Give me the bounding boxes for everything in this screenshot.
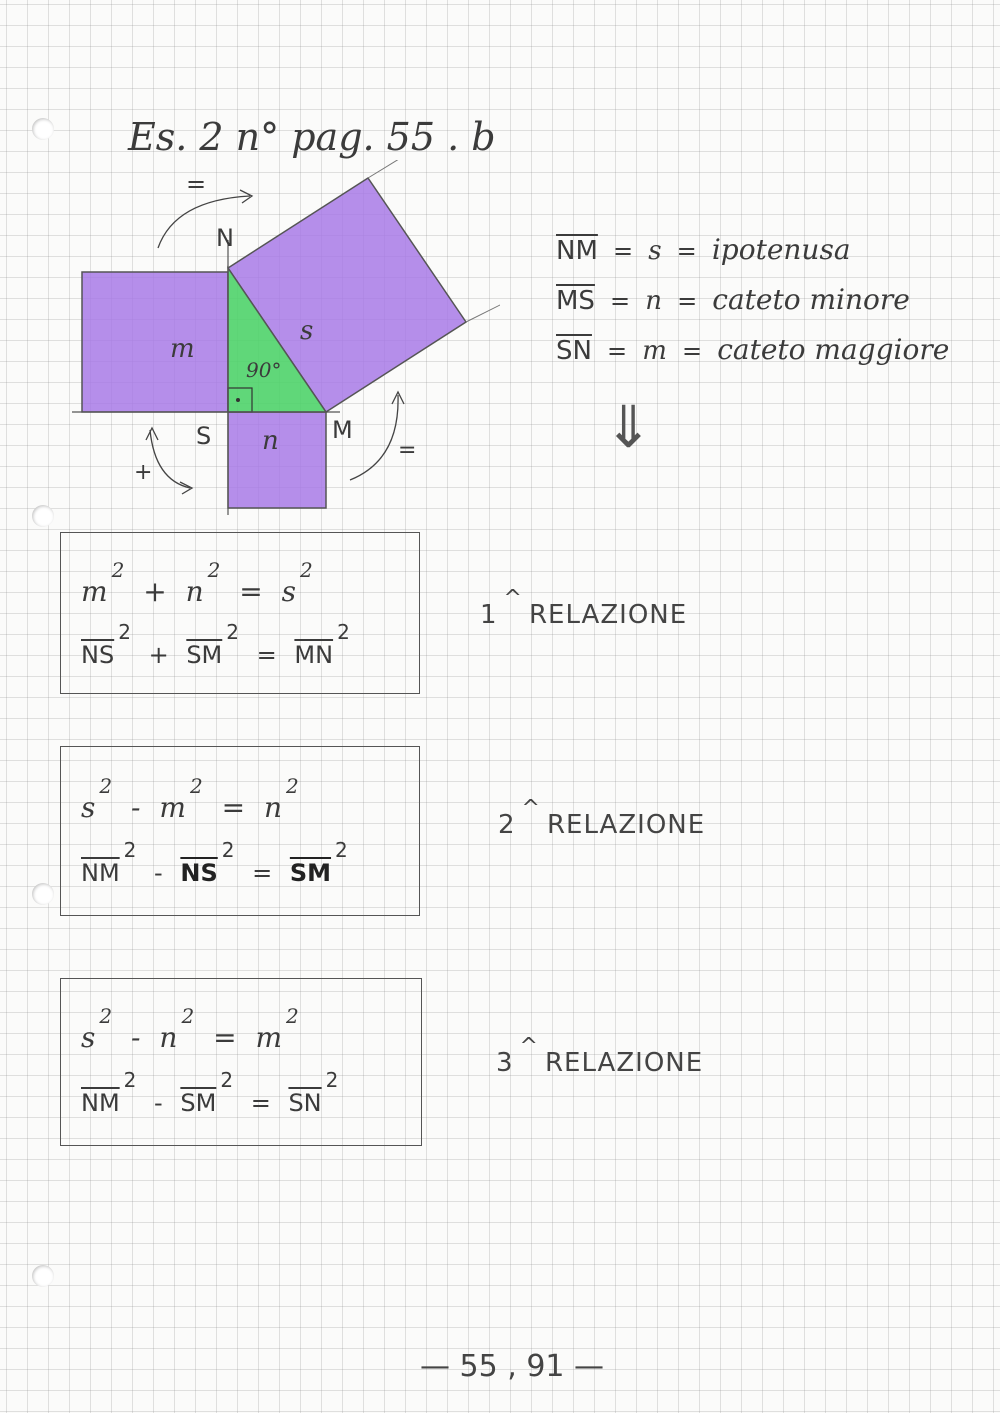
vertex-n-label: N — [216, 224, 234, 252]
curved-arrow-bottom — [150, 430, 190, 488]
symbol-label: m — [642, 336, 667, 366]
relation-box-2 — [60, 746, 420, 916]
side-s-label: s — [300, 316, 314, 346]
side-m-label: m — [170, 334, 195, 364]
relation-1-line-2: $\overline{NS}^2 + \overline{SM}^2 = \overline{MN}^2$ — [81, 620, 350, 669]
relation-box-3 — [60, 978, 422, 1146]
relation-2-line-1: $s^2 - m^2 = n^2$ — [81, 774, 299, 824]
description-label: cateto maggiore — [717, 333, 950, 366]
legend-row: $\overline{NM} = s$ = ipotenusa — [556, 233, 851, 266]
curved-arrow-top — [158, 196, 250, 252]
legend-row: $\overline{SN} = m$ = cateto maggiore — [556, 333, 950, 366]
equal-mark-top: = — [186, 170, 207, 198]
pythagoras-figure — [60, 160, 500, 530]
relation-1-label: 1^RELAZIONE — [480, 586, 688, 630]
relation-box-1 — [60, 532, 420, 694]
segment-label: $\overline{SN}$ — [556, 336, 592, 366]
binder-hole — [32, 1265, 54, 1287]
plus-mark: + — [134, 460, 153, 485]
page-number: — 55 , 91 — — [420, 1349, 605, 1384]
down-double-arrow: ⇓ — [604, 393, 653, 461]
description-label: cateto minore — [712, 283, 910, 316]
segment-label: $\overline{MS}$ — [556, 286, 595, 316]
binder-hole — [32, 883, 54, 905]
relation-2-line-2: $\overline{NM}^2 - \overline{NS}^2 = \overline{SM}^2$ — [81, 838, 348, 887]
symbol-label: n — [645, 286, 662, 316]
relation-3-line-2: $\overline{NM}^2 - \overline{SM}^2 = \overline{SN}^2$ — [81, 1068, 339, 1117]
binder-hole — [32, 505, 54, 527]
vertex-s-label: S — [196, 422, 212, 450]
equal-mark-right: = — [398, 438, 417, 463]
relation-3-line-1: $s^2 - n^2 = m^2$ — [81, 1004, 299, 1054]
square-on-leg-m — [82, 272, 228, 412]
legend-row: $\overline{MS} = n$ = cateto minore — [556, 283, 910, 316]
vertex-m-label: M — [332, 416, 353, 444]
angle-label: 90° — [246, 358, 282, 382]
relation-2-label: 2^RELAZIONE — [498, 796, 706, 840]
curved-arrow-right — [350, 395, 398, 480]
segment-label: $\overline{NM}$ — [556, 236, 598, 266]
exercise-title: Es. 2 n° pag. 55 . b — [128, 115, 496, 159]
relation-1-line-1: $m^2 + n^2 = s^2$ — [81, 558, 313, 608]
binder-hole — [32, 118, 54, 140]
description-label: ipotenusa — [711, 233, 851, 266]
side-n-label: n — [262, 426, 279, 456]
relation-3-label: 3^RELAZIONE — [496, 1034, 704, 1078]
symbol-label: s — [648, 236, 662, 266]
